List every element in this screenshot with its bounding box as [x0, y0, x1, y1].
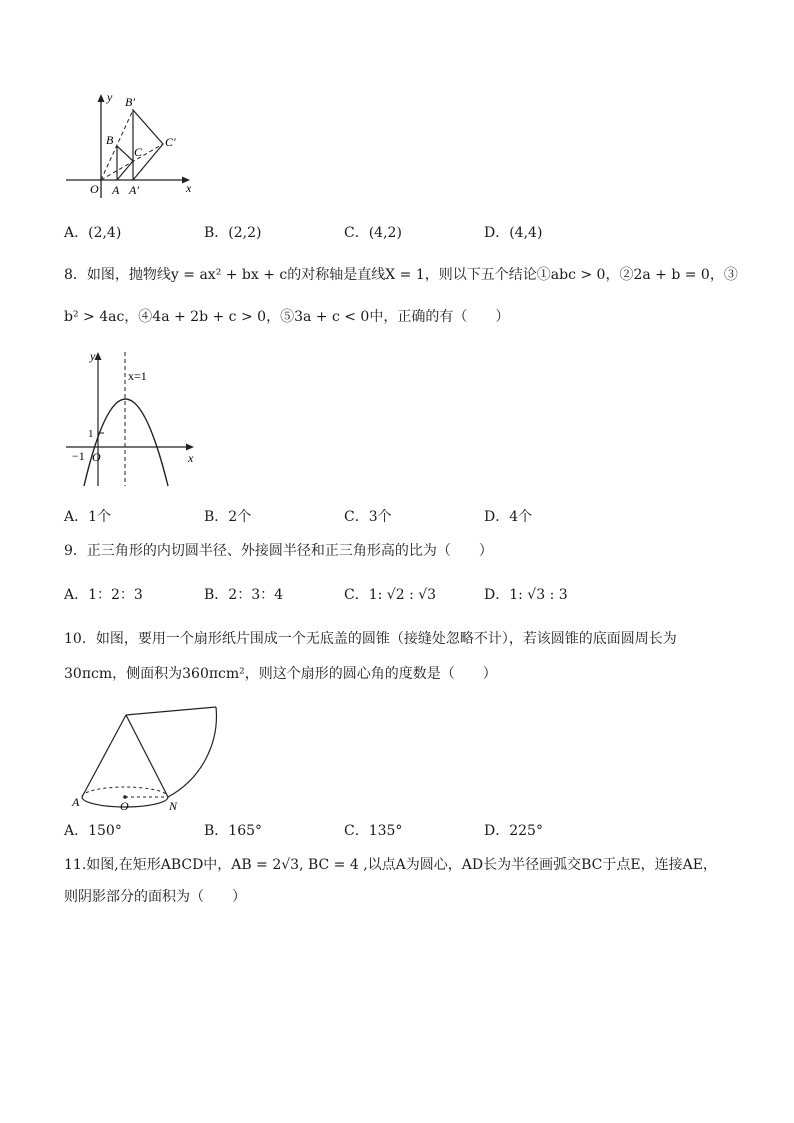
y-axis-arrow — [95, 352, 102, 360]
label-a: A — [112, 183, 120, 197]
small-triangle — [117, 146, 133, 180]
q8-option-a: A．1个 — [64, 509, 112, 525]
y-axis-arrow — [98, 94, 105, 102]
q10-stem-line2: 30πcm，侧面积为360πcm²，则这个扇形的圆心角的度数是（ ） — [64, 666, 497, 682]
q8-option-c: C．3个 — [344, 509, 392, 525]
label-a: A — [72, 795, 80, 809]
label-one: 1 — [88, 428, 94, 440]
cone-right-edge — [126, 715, 168, 797]
label-x: x — [188, 451, 194, 465]
label-n: N — [169, 799, 178, 813]
label-o: O — [90, 182, 99, 196]
label-c-prime: C′ — [165, 135, 176, 149]
label-x: x — [186, 181, 192, 195]
q7-option-d: D．(4,4) — [484, 225, 543, 241]
q9-option-d: D．1: √3 : 3 — [484, 587, 568, 603]
q10-option-d: D．225° — [484, 823, 543, 839]
q10-option-a: A．150° — [64, 823, 122, 839]
parabola — [84, 399, 168, 486]
cone-left-edge — [82, 715, 126, 797]
q9-option-a: A．1：2：3 — [64, 587, 143, 603]
q8-stem-line2: b² > 4ac，④4a + 2b + c > 0，⑤3a + c < 0中，正确的有（ ） — [64, 309, 510, 325]
q10-stem-line1: 10．如图，要用一个扇形纸片围成一个无底盖的圆锥（接缝处忽略不计），若该圆锥的底面圆周长为 — [64, 631, 677, 647]
label-neg-one: −1 — [72, 449, 85, 463]
label-y: y — [90, 349, 96, 363]
label-c: C — [134, 145, 143, 159]
dashed-oc — [101, 144, 163, 180]
label-o: O — [120, 799, 129, 813]
q10-option-b: B．165° — [204, 823, 263, 839]
q8-option-b: B．2个 — [204, 509, 252, 525]
q10-option-c: C．135° — [344, 823, 403, 839]
sector-arc — [168, 707, 216, 797]
sector-top-edge — [126, 707, 216, 715]
q10-figure — [62, 700, 232, 816]
label-x-equals-1: x=1 — [128, 369, 147, 383]
q9-option-c: C．1: √2 : √3 — [344, 587, 437, 603]
q11-stem-line2: 则阴影部分的面积为（ ） — [64, 889, 246, 905]
label-b-prime: B′ — [125, 95, 135, 109]
q7-option-c: C．(4,2) — [344, 225, 402, 241]
q8-option-d: D．4个 — [484, 509, 533, 525]
q7-option-b: B．(2,2) — [204, 225, 262, 241]
q7-option-a: A．(2,4) — [64, 225, 122, 241]
label-o: O — [92, 450, 101, 464]
q7-figure — [62, 88, 202, 200]
q9-option-b: B．2：3：4 — [204, 587, 284, 603]
label-y: y — [107, 90, 113, 104]
label-a-prime: A′ — [129, 183, 139, 197]
label-b: B — [106, 133, 114, 147]
q9-stem: 9．正三角形的内切圆半径、外接圆半径和正三角形高的比为（ ） — [64, 543, 493, 559]
x-axis-arrow — [186, 444, 194, 451]
q11-stem-line1: 11.如图,在矩形ABCD中，AB = 2√3, BC = 4 ,以点A为圆心，AD长为半径画弧交BC于点E，连接AE， — [64, 857, 717, 873]
q8-figure — [62, 348, 202, 490]
q8-stem-line1: 8．如图，抛物线y = ax² + bx + c的对称轴是直线X = 1，则以下五个结论①abc > 0，②2a + b = 0，③ — [64, 267, 738, 283]
